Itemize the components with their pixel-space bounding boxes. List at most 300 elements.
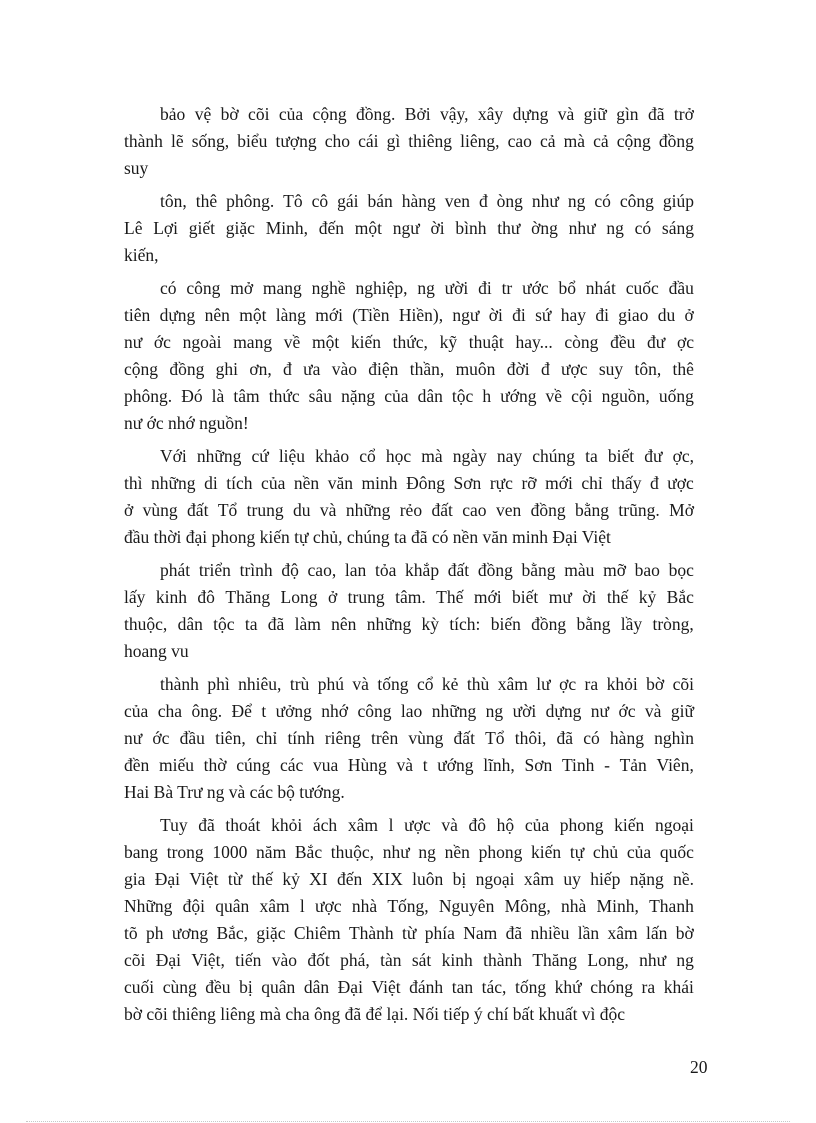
word: phì bbox=[207, 674, 230, 694]
word: bị bbox=[239, 977, 253, 997]
word: thuộc, bbox=[330, 842, 375, 862]
word: đ bbox=[283, 359, 292, 379]
word: xâm bbox=[607, 923, 638, 943]
text-line: suy bbox=[124, 158, 149, 178]
word: đầu bbox=[668, 278, 694, 298]
word: Sơn bbox=[453, 473, 482, 493]
word: hay... bbox=[515, 332, 553, 352]
word: - bbox=[604, 755, 610, 775]
word: những bbox=[345, 500, 391, 520]
word: còng bbox=[564, 332, 599, 352]
word: đánh bbox=[409, 977, 444, 997]
word: Đại bbox=[155, 950, 182, 970]
word: nhiều bbox=[530, 923, 570, 943]
word: Thế bbox=[436, 587, 464, 607]
word: hàng bbox=[401, 191, 436, 211]
text-line bbox=[124, 866, 694, 893]
word: luôn bbox=[412, 869, 444, 889]
word: thuật bbox=[468, 332, 504, 352]
word: ược bbox=[404, 815, 431, 835]
text-line bbox=[124, 752, 694, 779]
word: cúng bbox=[236, 755, 271, 775]
word: kỷ bbox=[282, 869, 300, 889]
word: ở bbox=[684, 305, 694, 325]
word: Long, bbox=[587, 950, 629, 970]
word: nguồn, bbox=[601, 386, 650, 406]
word: Tinh bbox=[561, 755, 595, 775]
word: công bbox=[357, 701, 392, 721]
word: (Tiền bbox=[352, 305, 390, 325]
word: đồng bbox=[169, 359, 205, 379]
text-line bbox=[124, 356, 694, 383]
word: Long bbox=[280, 587, 318, 607]
word: kỳ bbox=[421, 614, 440, 634]
word: biến bbox=[490, 614, 521, 634]
word: Lợi bbox=[153, 218, 179, 238]
word: cô bbox=[311, 191, 329, 211]
word: ph bbox=[145, 923, 164, 943]
word: đô bbox=[197, 587, 215, 607]
text-line: kiến, bbox=[124, 245, 159, 265]
word: về bbox=[545, 386, 563, 406]
word: muôn bbox=[455, 359, 496, 379]
word: khỏi bbox=[606, 674, 638, 694]
word: ra bbox=[641, 977, 656, 997]
word: Minh, bbox=[596, 896, 639, 916]
word: đất bbox=[187, 500, 209, 520]
word: như bbox=[382, 842, 410, 862]
word: nên bbox=[204, 305, 230, 325]
word: trù bbox=[289, 674, 310, 694]
word: và bbox=[319, 500, 337, 520]
word: trên bbox=[370, 728, 399, 748]
word: độ bbox=[281, 560, 299, 580]
word: ngư bbox=[452, 305, 480, 325]
text-line bbox=[124, 725, 694, 752]
word: về bbox=[283, 332, 301, 352]
word: chúng bbox=[532, 446, 576, 466]
word: ời bbox=[582, 587, 597, 607]
word: Nguyên bbox=[438, 896, 495, 916]
word: có bbox=[634, 218, 652, 238]
word: hàng bbox=[609, 728, 644, 748]
word: giặc bbox=[256, 923, 286, 943]
word: ướng bbox=[437, 755, 474, 775]
word: Lê bbox=[124, 218, 143, 238]
word: rỡ bbox=[521, 473, 537, 493]
word: bình bbox=[455, 218, 487, 238]
word: kiến bbox=[614, 815, 645, 835]
word: lư bbox=[536, 674, 551, 694]
word: đồng bbox=[477, 560, 513, 580]
word: làng bbox=[275, 305, 306, 325]
word: kiến bbox=[350, 332, 381, 352]
word: mở bbox=[230, 278, 254, 298]
word: như bbox=[531, 191, 559, 211]
word: cội bbox=[571, 386, 593, 406]
word: ời bbox=[488, 305, 503, 325]
word: thì bbox=[124, 473, 143, 493]
word: Chiêm bbox=[293, 923, 341, 943]
word: đời bbox=[506, 359, 530, 379]
word: dựng bbox=[159, 305, 196, 325]
body-text bbox=[124, 101, 694, 1028]
word: Viên, bbox=[656, 755, 694, 775]
word: mà bbox=[421, 446, 443, 466]
word: nề. bbox=[673, 869, 694, 889]
word: quân bbox=[261, 977, 296, 997]
word: Những bbox=[124, 896, 173, 916]
text-line bbox=[124, 557, 694, 584]
word: tâm bbox=[233, 386, 260, 406]
text-line bbox=[124, 215, 694, 242]
word: biết bbox=[512, 587, 539, 607]
word: đã bbox=[505, 923, 523, 943]
word: nhớ bbox=[321, 701, 349, 721]
word: Tổ bbox=[485, 728, 505, 748]
text-line: đầu thời đại phong kiến tự chủ, chúng ta đã có nền văn minh Đại Việt bbox=[124, 527, 611, 547]
word: xâm bbox=[259, 896, 290, 916]
word: vậy, bbox=[439, 104, 469, 124]
word: Mở bbox=[669, 500, 694, 520]
word: nhiêu, bbox=[238, 674, 282, 694]
word: Để bbox=[231, 701, 252, 721]
word: mới bbox=[315, 305, 343, 325]
word: như bbox=[568, 218, 596, 238]
word: phông. bbox=[226, 191, 275, 211]
word: nghiệp, bbox=[355, 278, 408, 298]
word: kẻ bbox=[441, 674, 459, 694]
word: ớc bbox=[152, 728, 170, 748]
word: gì bbox=[386, 131, 401, 151]
text-line bbox=[124, 698, 694, 725]
word: Thành bbox=[348, 923, 394, 943]
word: miếu bbox=[158, 755, 194, 775]
word: của bbox=[124, 701, 149, 721]
word: thức, bbox=[392, 332, 428, 352]
word: ờng bbox=[531, 218, 558, 238]
word: chủ bbox=[592, 842, 619, 862]
word: Bắc, bbox=[216, 923, 249, 943]
word: tống bbox=[377, 674, 409, 694]
word: cộng bbox=[124, 359, 159, 379]
word: Với bbox=[160, 446, 187, 466]
word: màu bbox=[564, 560, 595, 580]
text-line: bờ cõi thiêng liêng mà cha ông đã để lại. Nối tiếp ý chí bất khuất vì độc bbox=[124, 1004, 626, 1024]
word: Tô bbox=[283, 191, 303, 211]
word: khắp bbox=[405, 560, 440, 580]
word: phía bbox=[424, 923, 455, 943]
word: ngoại bbox=[475, 869, 515, 889]
word: nghìn bbox=[654, 728, 694, 748]
word: và bbox=[396, 755, 414, 775]
word: cho bbox=[324, 131, 350, 151]
word: mư bbox=[548, 587, 572, 607]
word: lẽ bbox=[170, 131, 184, 151]
word: ra bbox=[584, 674, 599, 694]
word: ách bbox=[312, 815, 338, 835]
word: ở bbox=[124, 500, 134, 520]
word: ớc bbox=[153, 332, 171, 352]
word: những bbox=[196, 446, 242, 466]
word: XIX bbox=[371, 869, 403, 889]
word: cõi bbox=[672, 674, 694, 694]
word: ông. bbox=[191, 701, 223, 721]
word: mới bbox=[545, 473, 573, 493]
word: quốc bbox=[659, 842, 694, 862]
word: triển bbox=[198, 560, 231, 580]
word: lan bbox=[344, 560, 367, 580]
word: những bbox=[366, 614, 412, 634]
word: suy bbox=[598, 359, 624, 379]
word: cứ bbox=[251, 446, 269, 466]
word: phú bbox=[317, 674, 344, 694]
word: nhà bbox=[561, 896, 587, 916]
word: ta bbox=[244, 614, 258, 634]
word: của bbox=[261, 473, 286, 493]
text-line bbox=[124, 383, 694, 410]
word: chóng bbox=[590, 977, 633, 997]
word: ngư bbox=[392, 218, 420, 238]
word: tr bbox=[501, 278, 513, 298]
text-line bbox=[124, 497, 694, 524]
word: Đông bbox=[406, 473, 445, 493]
word: thù bbox=[466, 674, 490, 694]
word: và bbox=[644, 701, 662, 721]
word: dựng bbox=[545, 701, 582, 721]
word: sâu bbox=[308, 386, 332, 406]
word: đi bbox=[595, 305, 609, 325]
word: thuộc, bbox=[124, 614, 168, 634]
word: kinh bbox=[441, 950, 473, 970]
word: văn bbox=[327, 473, 353, 493]
word: tự bbox=[569, 842, 585, 862]
text-line bbox=[124, 947, 694, 974]
word: cùng bbox=[162, 977, 197, 997]
word: bờ bbox=[646, 674, 665, 694]
word: ướng bbox=[500, 386, 537, 406]
word: ương bbox=[171, 923, 209, 943]
word: kinh bbox=[155, 587, 187, 607]
word: nền bbox=[444, 842, 470, 862]
word: và bbox=[441, 815, 458, 835]
word: biểu bbox=[237, 131, 268, 151]
word: uống bbox=[658, 386, 694, 406]
word: trung bbox=[347, 587, 385, 607]
word: vệ bbox=[194, 104, 212, 124]
word: giao bbox=[618, 305, 649, 325]
word: gái bbox=[337, 191, 359, 211]
word: tượng bbox=[275, 131, 317, 151]
word: đến bbox=[318, 218, 345, 238]
word: sống, bbox=[191, 131, 230, 151]
word: gia bbox=[124, 869, 146, 889]
text-line: nư ớc nhớ nguồn! bbox=[124, 413, 249, 433]
word: đi bbox=[512, 305, 526, 325]
word: mà bbox=[563, 131, 586, 151]
word: ven bbox=[495, 500, 522, 520]
word: tích: bbox=[449, 614, 481, 634]
word: sát bbox=[411, 950, 432, 970]
text-line bbox=[124, 188, 694, 215]
word: nghề bbox=[311, 278, 346, 298]
word: phong bbox=[478, 842, 523, 862]
word: Bắc bbox=[294, 842, 323, 862]
word: cả bbox=[539, 131, 556, 151]
word: hiếp bbox=[590, 869, 621, 889]
word: nư bbox=[590, 701, 610, 721]
word: giết bbox=[188, 218, 216, 238]
text-line bbox=[124, 611, 694, 638]
word: cộng bbox=[616, 131, 651, 151]
word: tàn bbox=[380, 950, 402, 970]
word: của bbox=[524, 815, 550, 835]
word: tích bbox=[226, 473, 253, 493]
word: mới bbox=[473, 587, 502, 607]
word: Thăng bbox=[532, 950, 578, 970]
word: phông. bbox=[124, 386, 173, 406]
word: l bbox=[388, 815, 394, 835]
word: thế bbox=[251, 869, 273, 889]
word: tỏa bbox=[374, 560, 397, 580]
word: bằng bbox=[575, 500, 610, 520]
word: cao, bbox=[307, 560, 337, 580]
word: mang bbox=[262, 278, 302, 298]
word: Tổ bbox=[217, 500, 238, 520]
word: cõi bbox=[248, 104, 270, 124]
word: giữ bbox=[583, 104, 607, 124]
word: trung bbox=[246, 500, 284, 520]
word: làm bbox=[294, 614, 321, 634]
word: mỡ bbox=[603, 560, 626, 580]
word: thôi, bbox=[514, 728, 547, 748]
word: bờ bbox=[220, 104, 239, 124]
word: tiến bbox=[235, 950, 262, 970]
word: tan bbox=[451, 977, 474, 997]
word: trở bbox=[673, 104, 694, 124]
word: lấn bbox=[646, 923, 668, 943]
word: vào bbox=[331, 359, 357, 379]
word: nhà bbox=[351, 896, 378, 916]
word: những bbox=[151, 473, 196, 493]
word: đồng bbox=[658, 131, 694, 151]
word: chỉ bbox=[255, 728, 278, 748]
word: từ bbox=[227, 869, 243, 889]
word: ợc bbox=[559, 674, 577, 694]
word: một bbox=[311, 332, 340, 352]
word: tác, bbox=[481, 977, 507, 997]
word: và bbox=[352, 674, 369, 694]
word: rực bbox=[489, 473, 513, 493]
word: Việt, bbox=[191, 950, 225, 970]
word: có bbox=[160, 278, 177, 298]
word: nay bbox=[496, 446, 523, 466]
word: l bbox=[299, 896, 305, 916]
page-bottom-divider bbox=[26, 1121, 790, 1122]
text-line bbox=[124, 275, 694, 302]
text-line bbox=[124, 302, 694, 329]
word: đô bbox=[468, 815, 486, 835]
word: một bbox=[354, 218, 383, 238]
word: khái bbox=[663, 977, 694, 997]
word: du bbox=[657, 305, 676, 325]
word: tôn, bbox=[634, 359, 662, 379]
word: công bbox=[186, 278, 221, 298]
text-line bbox=[124, 839, 694, 866]
word: Đó bbox=[181, 386, 203, 406]
word: ngoài bbox=[182, 332, 222, 352]
word: sứ bbox=[535, 305, 552, 325]
word: Sơn bbox=[524, 755, 553, 775]
word: ược bbox=[561, 359, 588, 379]
word: đã bbox=[267, 614, 285, 634]
word: ở bbox=[327, 587, 338, 607]
text-line bbox=[124, 974, 694, 1001]
word: phát bbox=[160, 560, 191, 580]
word: tôn, bbox=[160, 191, 187, 211]
word: cổ bbox=[359, 446, 376, 466]
word: như bbox=[639, 950, 667, 970]
word: cả bbox=[593, 131, 609, 151]
word: cái bbox=[358, 131, 379, 151]
word: ta bbox=[585, 446, 598, 466]
text-line bbox=[124, 128, 694, 155]
text-line: Hai Bà Trư ng và các bộ tướng. bbox=[124, 782, 345, 802]
word: Đại bbox=[337, 977, 363, 997]
word: thế bbox=[606, 587, 629, 607]
word: mang bbox=[233, 332, 273, 352]
word: ng bbox=[676, 950, 694, 970]
word: đư bbox=[644, 446, 663, 466]
word: biết bbox=[607, 446, 635, 466]
word: ng bbox=[606, 218, 624, 238]
word: thấy bbox=[611, 473, 642, 493]
word: đồng. bbox=[355, 104, 396, 124]
word: kỹ bbox=[439, 332, 458, 352]
text-line bbox=[124, 920, 694, 947]
word: nư bbox=[124, 728, 143, 748]
word: thành bbox=[124, 131, 163, 151]
word: ười bbox=[512, 701, 537, 721]
word: nư bbox=[124, 332, 143, 352]
word: Thăng bbox=[225, 587, 271, 607]
word: khảo bbox=[315, 446, 350, 466]
word: thê bbox=[672, 359, 694, 379]
word: ưởng bbox=[275, 701, 312, 721]
word: cao bbox=[507, 131, 532, 151]
word: Bởi bbox=[404, 104, 431, 124]
word: vào bbox=[271, 950, 298, 970]
text-line bbox=[124, 470, 694, 497]
word: ớc bbox=[618, 701, 636, 721]
word: uy bbox=[563, 869, 581, 889]
word: nặng bbox=[341, 386, 376, 406]
word: bị bbox=[452, 869, 467, 889]
word: ng bbox=[485, 701, 504, 721]
word: khứ bbox=[554, 977, 582, 997]
word: ghi bbox=[215, 359, 239, 379]
word: trong bbox=[166, 842, 204, 862]
word: của bbox=[384, 386, 409, 406]
word: đi bbox=[478, 278, 492, 298]
word: xâm bbox=[347, 815, 378, 835]
word: thoát bbox=[225, 815, 261, 835]
word: bang bbox=[124, 842, 159, 862]
word: òng bbox=[496, 191, 523, 211]
word: học bbox=[385, 446, 412, 466]
word: thiêng bbox=[408, 131, 453, 151]
word: XI bbox=[309, 869, 328, 889]
